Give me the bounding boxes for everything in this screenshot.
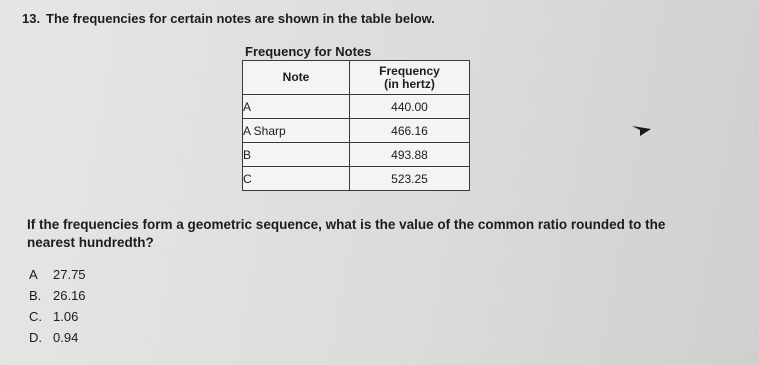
question-prompt: If the frequencies form a geometric sequence, what is the value of the common ratio rounded to the nearest hundredth? (27, 217, 666, 250)
answer-choice-d[interactable] (29, 330, 78, 346)
table-title: Frequency for Notes (245, 44, 372, 59)
choice-text: 0.94 (53, 330, 79, 345)
frequency-cell: 466.16 (350, 119, 470, 143)
choice-text: 1.06 (53, 309, 79, 324)
table-row (243, 95, 470, 119)
table-row (243, 119, 470, 143)
mouse-pointer-icon (630, 121, 652, 137)
answer-choice-b[interactable] (29, 288, 86, 304)
choice-letter: C. (29, 309, 42, 324)
header-frequency (350, 61, 470, 95)
choice-letter: B. (29, 288, 42, 303)
choice-letter: D. (29, 330, 42, 345)
frequency-cell: 523.25 (350, 167, 470, 191)
question-number: 13. (22, 11, 41, 26)
choice-text: 26.16 (53, 288, 86, 303)
header-note: Note (243, 61, 350, 95)
header-frequency-line1: Frequency (379, 63, 440, 78)
choice-letter: A (29, 267, 38, 282)
header-frequency-line2: (in hertz) (384, 76, 435, 91)
table-row (243, 143, 470, 167)
frequency-table (242, 60, 470, 191)
frequency-cell: 440.00 (350, 95, 470, 119)
frequency-cell: 493.88 (350, 143, 470, 167)
note-cell: B (243, 143, 350, 167)
answer-choice-a[interactable] (29, 267, 86, 283)
note-cell: A Sharp (243, 119, 350, 143)
note-cell: C (243, 167, 350, 191)
table-row (243, 167, 470, 191)
answer-choice-c[interactable] (29, 309, 78, 325)
choice-text: 27.75 (53, 267, 86, 282)
note-cell: A (243, 95, 350, 119)
question-intro: The frequencies for certain notes are shown in the table below. (46, 11, 435, 26)
table-header-row (243, 61, 470, 95)
